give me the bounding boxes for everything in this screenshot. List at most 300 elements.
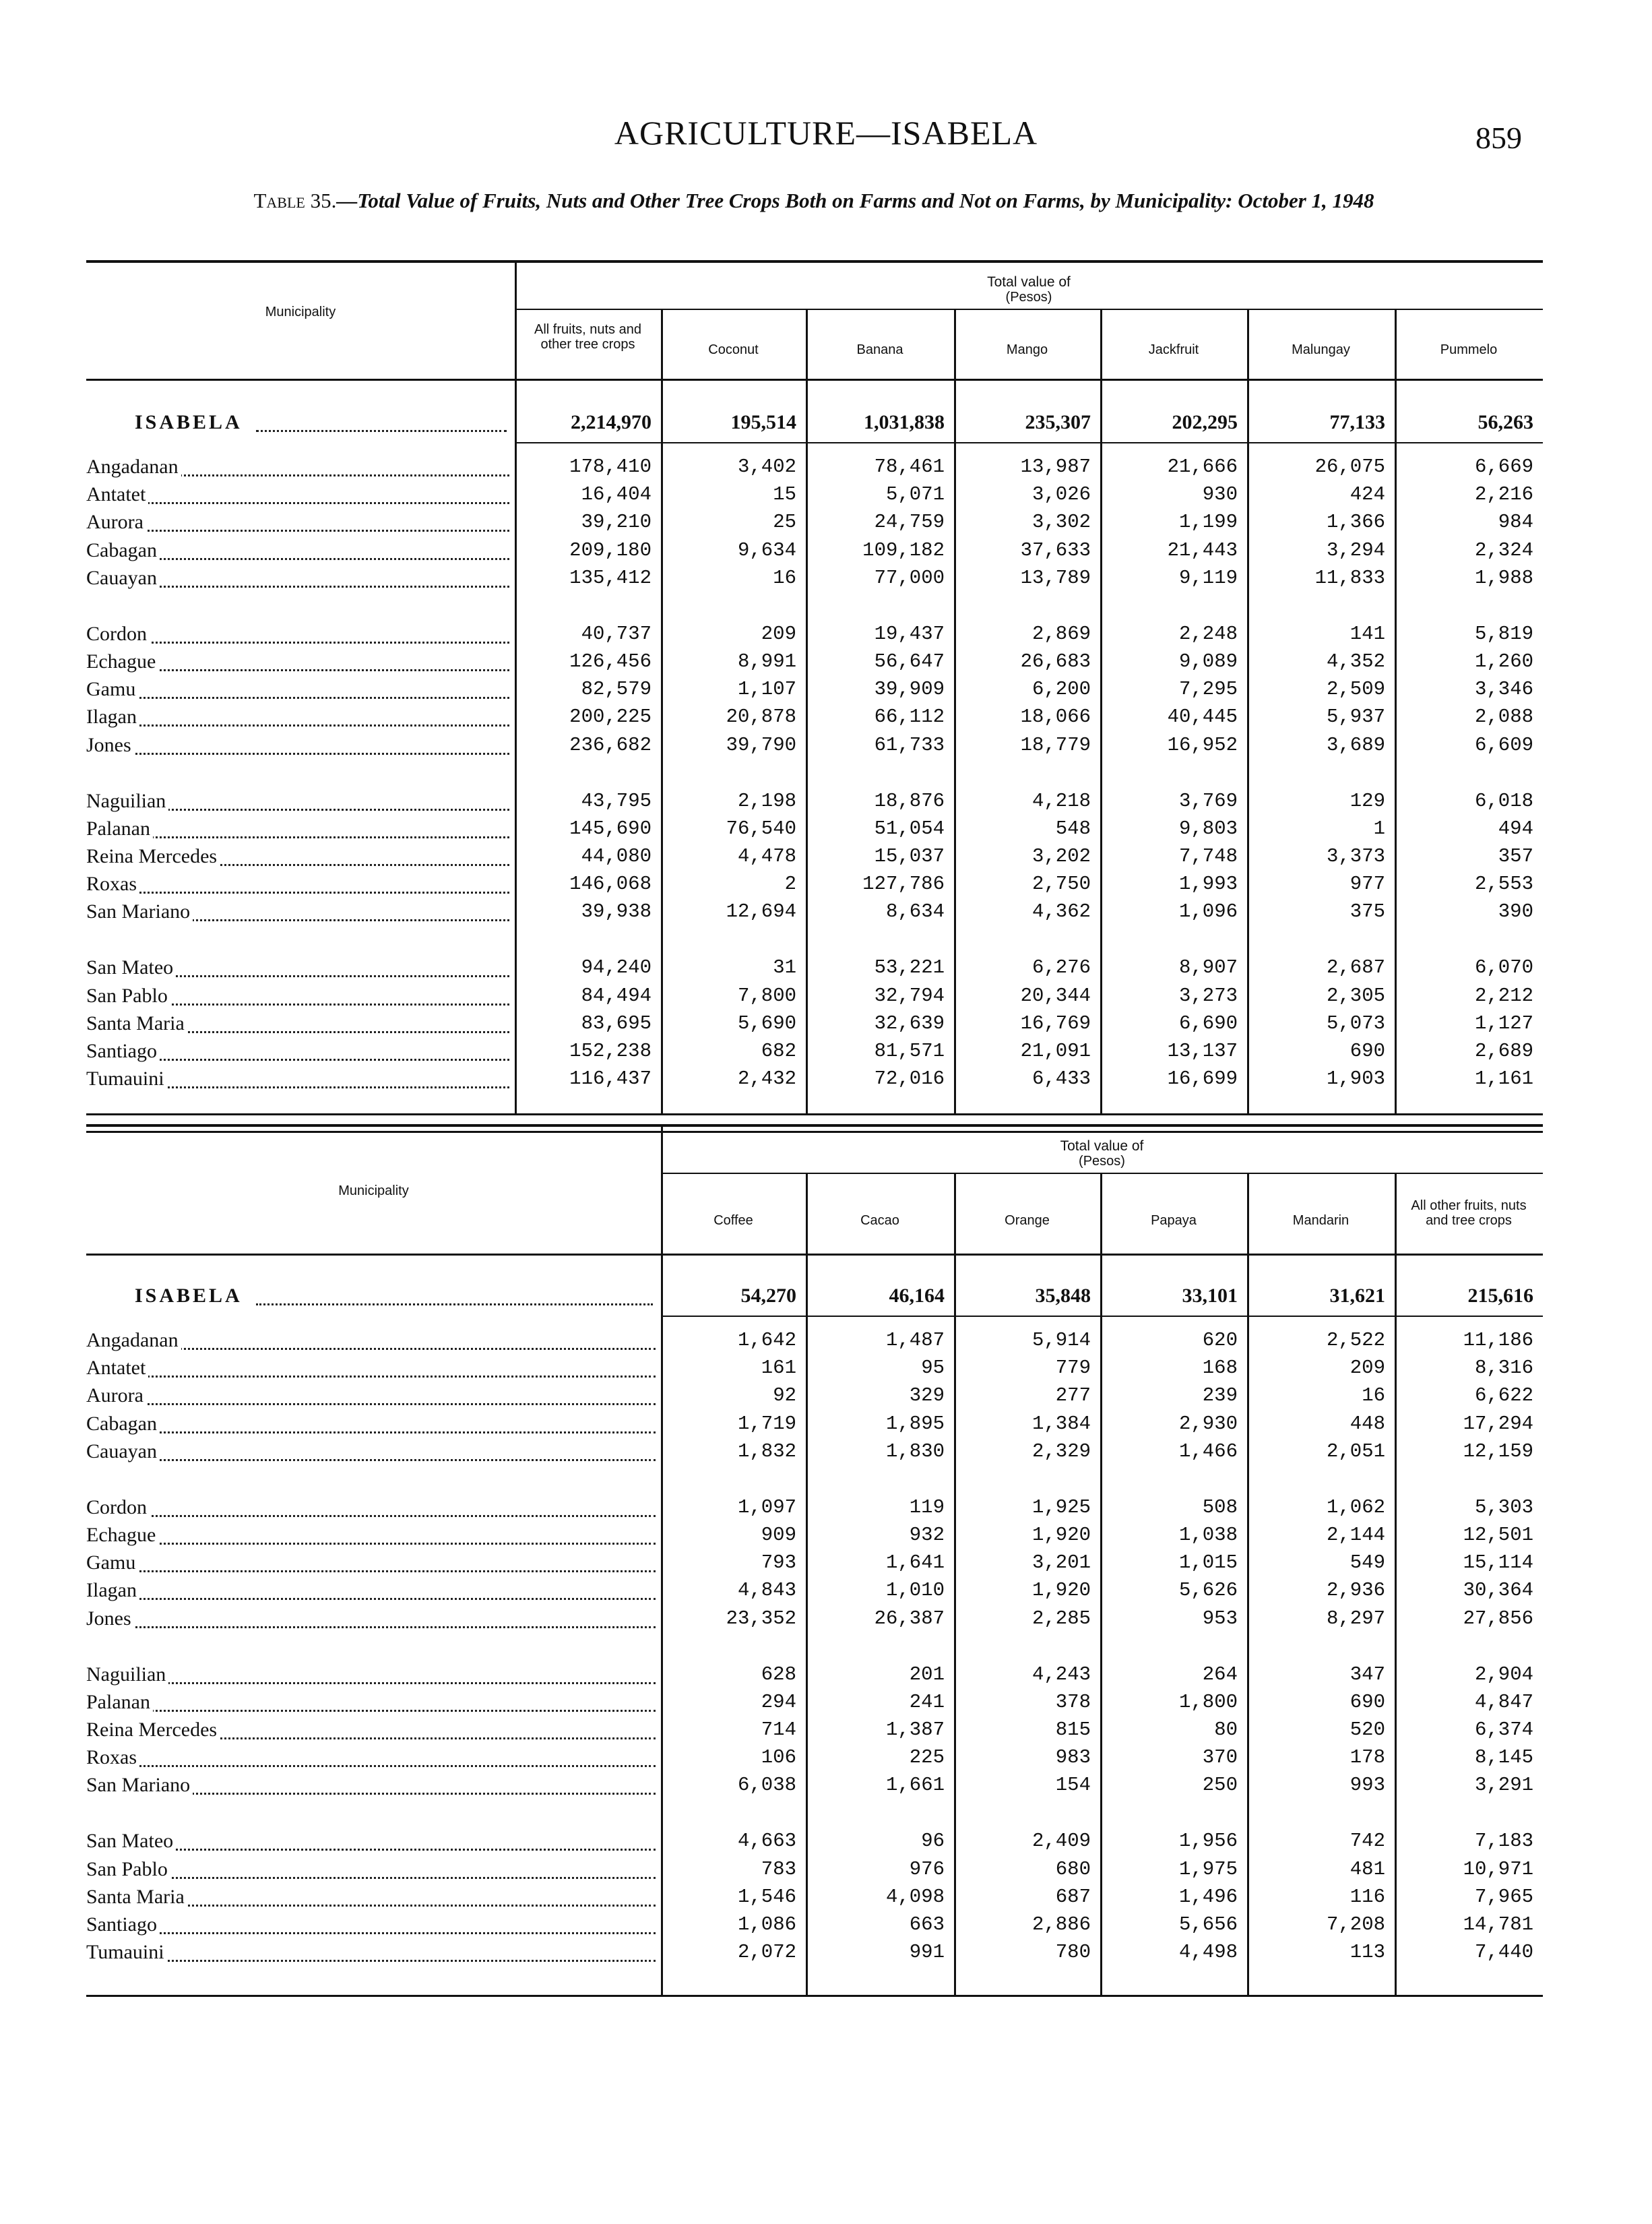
table-caption <box>86 186 1542 216</box>
table2-group-units: (Pesos) <box>1079 1154 1125 1169</box>
table1-row-name: Cordon <box>86 623 150 646</box>
table2-row-value: 1,062 <box>1326 1495 1385 1518</box>
table1-row-name: Cauayan <box>86 567 160 590</box>
table1-row-value: 690 <box>1349 1040 1385 1062</box>
table2-total-value-0: 54,270 <box>740 1285 796 1307</box>
table1-row-leader <box>90 892 509 894</box>
table2-row-name: San Pablo <box>86 1858 170 1881</box>
table1-row-value: 5,073 <box>1326 1012 1385 1034</box>
table1-total-value-0: 2,214,970 <box>571 411 652 433</box>
table2-row-leader <box>90 1459 656 1461</box>
table1-row-name: Palanan <box>86 817 153 840</box>
running-head: AGRICULTURE—ISABELA <box>614 114 1038 152</box>
table1-row-value: 9,634 <box>737 538 796 561</box>
table2-row-value: 106 <box>761 1746 796 1769</box>
table2-row-value: 1,925 <box>1031 1495 1091 1518</box>
table1-row-name: San Mariano <box>86 900 193 923</box>
table1-row-value: 20,344 <box>1020 984 1091 1007</box>
table1-total-rule <box>515 442 1543 443</box>
table1-row-value: 129 <box>1349 789 1385 812</box>
table2-row-value: 241 <box>909 1690 945 1713</box>
table1-row-name: Roxas <box>86 873 139 896</box>
table1-row-value: 2,216 <box>1474 483 1533 506</box>
table2-row-value: 7,965 <box>1474 1885 1533 1908</box>
table1-bottom-rule <box>86 1113 1543 1115</box>
table2-col-header-4: Mandarin <box>1292 1213 1349 1228</box>
table1-total-value-5: 77,133 <box>1329 411 1385 433</box>
table2-row-value: 628 <box>761 1663 796 1686</box>
table1-row-value: 25 <box>773 511 796 534</box>
table2-row-value: 27,856 <box>1463 1607 1533 1630</box>
table2-row-value: 178 <box>1349 1746 1385 1769</box>
table1-row-value: 13,789 <box>1020 566 1091 589</box>
table2-bottom-rule <box>86 1995 1543 1997</box>
table2-row-value: 96 <box>921 1830 945 1853</box>
table2-row-value: 1,038 <box>1178 1524 1238 1546</box>
table1-row-value: 4,478 <box>737 845 796 867</box>
table1-total-value-2: 1,031,838 <box>864 411 945 433</box>
table1-row-value: 548 <box>1055 817 1091 840</box>
table2-row-name: Cauayan <box>86 1440 160 1463</box>
table2-row-value: 26,387 <box>874 1607 945 1630</box>
table1-row-value: 16,952 <box>1167 733 1238 756</box>
table2-row-value: 1,466 <box>1178 1440 1238 1462</box>
table1-row-value: 31 <box>773 956 796 979</box>
table1-row-value: 39,210 <box>581 511 652 534</box>
table1-row-value: 2,689 <box>1474 1040 1533 1062</box>
table1-row-value: 6,276 <box>1031 956 1091 979</box>
table1-row-value: 82,579 <box>581 678 652 701</box>
table1-row-value: 8,634 <box>885 900 945 923</box>
table2-row-value: 953 <box>1202 1607 1238 1630</box>
table1-row-name: Ilagan <box>86 706 139 729</box>
table2-total-value-3: 33,101 <box>1182 1285 1238 1307</box>
table2-row-value: 4,847 <box>1474 1690 1533 1713</box>
table2-row-value: 783 <box>761 1857 796 1880</box>
table1-row-value: 1,903 <box>1326 1068 1385 1090</box>
table1-row-value: 3,294 <box>1326 538 1385 561</box>
table1-total-name: ISABELA <box>135 411 243 433</box>
table1-row-value: 494 <box>1498 817 1533 840</box>
table2-row-value: 1,641 <box>885 1551 945 1574</box>
table2-row-value: 209 <box>1349 1357 1385 1380</box>
table2-row-value: 239 <box>1202 1384 1238 1407</box>
table2-row-value: 909 <box>761 1524 796 1546</box>
table1-row-name: San Pablo <box>86 985 170 1008</box>
table2-row-name: Cabagan <box>86 1413 160 1435</box>
table2-row-value: 6,374 <box>1474 1719 1533 1741</box>
table1-row-value: 76,540 <box>726 817 796 840</box>
table2-row-name: Reina Mercedes <box>86 1719 220 1741</box>
table2-row-value: 113 <box>1349 1941 1385 1964</box>
table2-row-value: 250 <box>1202 1774 1238 1797</box>
table1-row-value: 83,695 <box>581 1012 652 1034</box>
table2-row-name: Angadanan <box>86 1329 181 1352</box>
table2-row-value: 4,243 <box>1031 1663 1091 1686</box>
table2-row-leader <box>90 1682 656 1684</box>
table1-row-name: Echague <box>86 650 158 673</box>
table1-row-value: 1,260 <box>1474 650 1533 673</box>
table1-col-header-4: Jackfruit <box>1148 342 1199 357</box>
table2-col-header-3: Papaya <box>1151 1213 1197 1228</box>
table2-row-value: 1,546 <box>737 1885 796 1908</box>
table2-row-value: 1,642 <box>737 1329 796 1351</box>
table1-row-value: 6,609 <box>1474 733 1533 756</box>
table1-row-value: 375 <box>1349 900 1385 923</box>
table2-row-value: 663 <box>909 1913 945 1936</box>
table2-row-value: 80 <box>1214 1719 1238 1741</box>
table2-row-name: San Mariano <box>86 1774 193 1797</box>
table2-row-value: 16 <box>1362 1384 1385 1407</box>
table1-total-value-3: 235,307 <box>1025 411 1091 433</box>
table2-row-value: 742 <box>1349 1830 1385 1853</box>
table2-row-name: Palanan <box>86 1691 153 1714</box>
table1-row-value: 2,687 <box>1326 956 1385 979</box>
table2-row-value: 620 <box>1202 1329 1238 1351</box>
table1-row-name: Reina Mercedes <box>86 845 220 868</box>
table1-row-value: 18,876 <box>874 789 945 812</box>
table2-row-value: 1,956 <box>1178 1830 1238 1853</box>
table1-row-value: 4,218 <box>1031 789 1091 812</box>
table1-row-name: Jones <box>86 734 134 757</box>
table1-row-value: 61,733 <box>874 733 945 756</box>
table2-row-value: 30,364 <box>1463 1579 1533 1602</box>
table1-row-value: 84,494 <box>581 984 652 1007</box>
table1-row-value: 6,070 <box>1474 956 1533 979</box>
table1-row-value: 66,112 <box>874 706 945 729</box>
table2-col-header-5: All other fruits, nuts and tree crops <box>1411 1198 1527 1228</box>
table2-row-value: 6,622 <box>1474 1384 1533 1407</box>
table1-row-value: 37,633 <box>1020 538 1091 561</box>
table2-row-value: 294 <box>761 1690 796 1713</box>
table1-row-value: 357 <box>1498 845 1533 867</box>
table1-row-value: 7,295 <box>1178 678 1238 701</box>
table1-row-value: 40,737 <box>581 622 652 645</box>
table1-row-value: 7,748 <box>1178 845 1238 867</box>
page-number: 859 <box>1475 121 1522 155</box>
table2-row-name: Aurora <box>86 1384 146 1407</box>
table1-row-name: Gamu <box>86 678 138 701</box>
table1-row-value: 209,180 <box>569 538 652 561</box>
table2-row-value: 116 <box>1349 1885 1385 1908</box>
caption-label: Table 35. <box>253 189 337 212</box>
table1-row-value: 3,302 <box>1031 511 1091 534</box>
table1-row-value: 43,795 <box>581 789 652 812</box>
table2-row-name: Jones <box>86 1607 134 1630</box>
table1-row-value: 2,088 <box>1474 706 1533 729</box>
table2-row-value: 993 <box>1349 1774 1385 1797</box>
table2-row-value: 1,719 <box>737 1412 796 1435</box>
table1-row-value: 77,000 <box>874 566 945 589</box>
table2-row-value: 5,914 <box>1031 1329 1091 1351</box>
table1-row-value: 3,273 <box>1178 984 1238 1007</box>
table2-row-leader <box>90 1598 656 1600</box>
table1-row-name: San Mateo <box>86 956 176 979</box>
table1-row-value: 3,769 <box>1178 789 1238 812</box>
table2-row-value: 2,886 <box>1031 1913 1091 1936</box>
table1-row-value: 13,987 <box>1020 456 1091 478</box>
table2-row-value: 1,920 <box>1031 1579 1091 1602</box>
table1-row-value: 44,080 <box>581 845 652 867</box>
table1-row-value: 3,402 <box>737 456 796 478</box>
table1-row-value: 1,199 <box>1178 511 1238 534</box>
table1-col-header-0: All fruits, nuts and other tree crops <box>534 322 641 352</box>
table1-row-value: 135,412 <box>569 566 652 589</box>
table2-row-value: 690 <box>1349 1690 1385 1713</box>
table2-total-rule <box>661 1316 1543 1317</box>
table2-row-value: 508 <box>1202 1495 1238 1518</box>
table2-row-value: 1,496 <box>1178 1885 1238 1908</box>
table2-row-value: 12,501 <box>1463 1524 1533 1546</box>
table2-row-value: 1,387 <box>885 1719 945 1741</box>
table1-row-value: 3,026 <box>1031 483 1091 506</box>
table1-row-value: 19,437 <box>874 622 945 645</box>
table2-row-value: 1,086 <box>737 1913 796 1936</box>
table1-row-value: 78,461 <box>874 456 945 478</box>
table1-row-value: 2,553 <box>1474 873 1533 896</box>
table1-row-value: 4,352 <box>1326 650 1385 673</box>
table1-row-value: 6,200 <box>1031 678 1091 701</box>
table1-row-value: 56,647 <box>874 650 945 673</box>
table1-row-value: 6,018 <box>1474 789 1533 812</box>
table2-row-name: Antatet <box>86 1357 148 1380</box>
table1-row-value: 1,096 <box>1178 900 1238 923</box>
table2-col-header-2: Orange <box>1005 1213 1050 1228</box>
table1-muni-header: Municipality <box>265 305 336 319</box>
table1-row-name: Santa Maria <box>86 1012 187 1035</box>
caption-text: —Total Value of Fruits, Nuts and Other Tree Crops Both on Farms and Not on Farms, by Municipality: October 1, 1948 <box>336 189 1374 212</box>
table1-row-value: 13,137 <box>1167 1040 1238 1062</box>
table2-row-value: 12,159 <box>1463 1440 1533 1462</box>
table1-row-value: 7,800 <box>737 984 796 1007</box>
table1-row-name: Antatet <box>86 483 148 506</box>
table1-row-value: 209 <box>761 622 796 645</box>
table1-row-value: 2,509 <box>1326 678 1385 701</box>
table2-row-value: 2,409 <box>1031 1830 1091 1853</box>
table1-col-header-6: Pummelo <box>1440 342 1498 357</box>
table2-col-header-1: Cacao <box>860 1213 899 1228</box>
table1-row-value: 178,410 <box>569 456 652 478</box>
table2-row-name: Ilagan <box>86 1579 139 1602</box>
table2-row-leader <box>90 1932 656 1934</box>
table1-group-header: Total value of <box>987 274 1071 290</box>
table1-group-units: (Pesos) <box>1005 290 1052 305</box>
table2-top-rule-2 <box>86 1131 1543 1133</box>
table1-row-value: 2,432 <box>737 1068 796 1090</box>
table2-row-value: 8,297 <box>1326 1607 1385 1630</box>
table2-row-leader <box>90 1626 656 1628</box>
table1-row-value: 930 <box>1202 483 1238 506</box>
table1-row-value: 200,225 <box>569 706 652 729</box>
table1-row-value: 9,803 <box>1178 817 1238 840</box>
table2-row-name: Cordon <box>86 1496 150 1519</box>
table1-row-value: 2 <box>784 873 796 896</box>
table2-row-value: 2,930 <box>1178 1412 1238 1435</box>
table2-row-value: 7,208 <box>1326 1913 1385 1936</box>
table1-row-value: 6,690 <box>1178 1012 1238 1034</box>
table2-row-value: 1,487 <box>885 1329 945 1351</box>
table2-row-value: 15,114 <box>1463 1551 1533 1574</box>
table2-row-leader <box>90 1877 656 1879</box>
table2-row-value: 370 <box>1202 1746 1238 1769</box>
table1-row-leader <box>90 753 509 755</box>
table1-row-value: 146,068 <box>569 873 652 896</box>
table1-row-value: 8,991 <box>737 650 796 673</box>
table1-row-value: 5,690 <box>737 1012 796 1034</box>
table2-row-name: Tumauini <box>86 1941 167 1964</box>
table2-row-value: 1,384 <box>1031 1412 1091 1435</box>
table2-group-header: Total value of <box>1060 1138 1144 1154</box>
table1-row-value: 2,750 <box>1031 873 1091 896</box>
table1-row-value: 26,683 <box>1020 650 1091 673</box>
table1-row-value: 24,759 <box>874 511 945 534</box>
table2-row-value: 1,832 <box>737 1440 796 1462</box>
table2-row-value: 549 <box>1349 1551 1385 1574</box>
table2-row-value: 10,971 <box>1463 1857 1533 1880</box>
table2-row-leader <box>90 1515 656 1517</box>
table1-row-name: Santiago <box>86 1040 160 1063</box>
table1-row-value: 18,779 <box>1020 733 1091 756</box>
table1-row-value: 1,127 <box>1474 1012 1533 1034</box>
table1-total-leader <box>256 430 507 432</box>
table2-row-value: 8,316 <box>1474 1357 1533 1380</box>
table1-row-value: 9,089 <box>1178 650 1238 673</box>
table1-row-name: Aurora <box>86 511 146 534</box>
table1-total-value-1: 195,514 <box>730 411 796 433</box>
table2-row-value: 95 <box>921 1357 945 1380</box>
table2-header-rule <box>86 1254 1543 1256</box>
table2-row-value: 1,661 <box>885 1774 945 1797</box>
table2-row-value: 5,626 <box>1178 1579 1238 1602</box>
table2-row-value: 2,522 <box>1326 1329 1385 1351</box>
table1-row-value: 16,769 <box>1020 1012 1091 1034</box>
table1-row-value: 682 <box>761 1040 796 1062</box>
table1-row-value: 390 <box>1498 900 1533 923</box>
table2-row-value: 793 <box>761 1551 796 1574</box>
table2-total-value-4: 31,621 <box>1329 1285 1385 1307</box>
table1-row-value: 6,669 <box>1474 456 1533 478</box>
table2-row-value: 7,183 <box>1474 1830 1533 1853</box>
table2-row-value: 1,920 <box>1031 1524 1091 1546</box>
table2-row-value: 11,186 <box>1463 1329 1533 1351</box>
table2-row-name: Santiago <box>86 1913 160 1936</box>
table2-row-value: 264 <box>1202 1663 1238 1686</box>
table2-row-name: Echague <box>86 1524 158 1547</box>
table1-row-name: Tumauini <box>86 1068 167 1090</box>
table2-row-value: 119 <box>909 1495 945 1518</box>
table2-row-name: Santa Maria <box>86 1886 187 1909</box>
table2-row-value: 815 <box>1055 1719 1091 1741</box>
table1-row-value: 2,198 <box>737 789 796 812</box>
table2-total-value-2: 35,848 <box>1035 1285 1091 1307</box>
table1-row-value: 15,037 <box>874 845 945 867</box>
table2-row-value: 983 <box>1055 1746 1091 1769</box>
table2-row-value: 1,975 <box>1178 1857 1238 1880</box>
table2-row-value: 17,294 <box>1463 1412 1533 1435</box>
table2-row-value: 2,936 <box>1326 1579 1385 1602</box>
table2-row-leader <box>90 1570 656 1572</box>
table1-row-value: 2,248 <box>1178 622 1238 645</box>
table2-row-value: 1,830 <box>885 1440 945 1462</box>
table2-row-value: 2,144 <box>1326 1524 1385 1546</box>
table2-row-value: 779 <box>1055 1357 1091 1380</box>
table2-row-value: 92 <box>773 1384 796 1407</box>
table1-row-value: 15 <box>773 483 796 506</box>
table1-row-value: 6,433 <box>1031 1068 1091 1090</box>
table2-row-value: 2,051 <box>1326 1440 1385 1462</box>
table1-row-value: 26,075 <box>1314 456 1385 478</box>
table2-row-value: 1,097 <box>737 1495 796 1518</box>
table1-row-value: 424 <box>1349 483 1385 506</box>
table2-row-value: 976 <box>909 1857 945 1880</box>
table1-row-value: 236,682 <box>569 733 652 756</box>
table2-row-value: 8,145 <box>1474 1746 1533 1769</box>
table2-row-value: 1,800 <box>1178 1690 1238 1713</box>
table2-row-name: Roxas <box>86 1746 139 1769</box>
table1-row-value: 1,988 <box>1474 566 1533 589</box>
table1-row-value: 145,690 <box>569 817 652 840</box>
table1-row-value: 5,937 <box>1326 706 1385 729</box>
table2-row-value: 2,904 <box>1474 1663 1533 1686</box>
table1-row-value: 9,119 <box>1178 566 1238 589</box>
table2-row-leader <box>90 1710 656 1712</box>
table1-top-rule <box>86 260 1543 263</box>
table1-row-value: 39,790 <box>726 733 796 756</box>
table1-row-value: 4,362 <box>1031 900 1091 923</box>
table2-row-leader <box>90 1431 656 1433</box>
table2-row-value: 329 <box>909 1384 945 1407</box>
table1-row-value: 1 <box>1373 817 1385 840</box>
table2-row-value: 932 <box>909 1524 945 1546</box>
table1-row-value: 1,366 <box>1326 511 1385 534</box>
table2-row-value: 3,291 <box>1474 1774 1533 1797</box>
table1-row-leader <box>90 642 509 644</box>
table1-row-value: 21,666 <box>1167 456 1238 478</box>
table1-row-value: 1,161 <box>1474 1068 1533 1090</box>
table2-row-value: 225 <box>909 1746 945 1769</box>
table1-row-value: 20,878 <box>726 706 796 729</box>
table1-row-name: Naguilian <box>86 790 168 813</box>
table2-row-value: 161 <box>761 1357 796 1380</box>
table1-row-value: 1,993 <box>1178 873 1238 896</box>
table2-row-value: 687 <box>1055 1885 1091 1908</box>
table2-row-value: 4,098 <box>885 1885 945 1908</box>
table2-row-leader <box>90 1376 656 1378</box>
table2-row-value: 277 <box>1055 1384 1091 1407</box>
table1-row-value: 94,240 <box>581 956 652 979</box>
table1-row-value: 21,091 <box>1020 1040 1091 1062</box>
table1-row-value: 3,689 <box>1326 733 1385 756</box>
table2-row-leader <box>90 1765 656 1767</box>
table2-row-leader <box>90 1543 656 1545</box>
table2-row-value: 4,843 <box>737 1579 796 1602</box>
table2-row-name: Gamu <box>86 1551 138 1574</box>
table1-col-header-1: Coconut <box>708 342 759 357</box>
table2-row-value: 2,329 <box>1031 1440 1091 1462</box>
table1-row-value: 11,833 <box>1314 566 1385 589</box>
table2-row-value: 680 <box>1055 1857 1091 1880</box>
table1-row-value: 40,445 <box>1167 706 1238 729</box>
table2-total-value-1: 46,164 <box>889 1285 945 1307</box>
table1-row-value: 3,202 <box>1031 845 1091 867</box>
table1-row-value: 127,786 <box>862 873 945 896</box>
table1-row-value: 116,437 <box>569 1068 652 1090</box>
table1-total-value-4: 202,295 <box>1172 411 1238 433</box>
table2-row-value: 4,663 <box>737 1830 796 1853</box>
table1-row-value: 51,054 <box>874 817 945 840</box>
table1-row-value: 3,346 <box>1474 678 1533 701</box>
table2-row-value: 5,656 <box>1178 1913 1238 1936</box>
